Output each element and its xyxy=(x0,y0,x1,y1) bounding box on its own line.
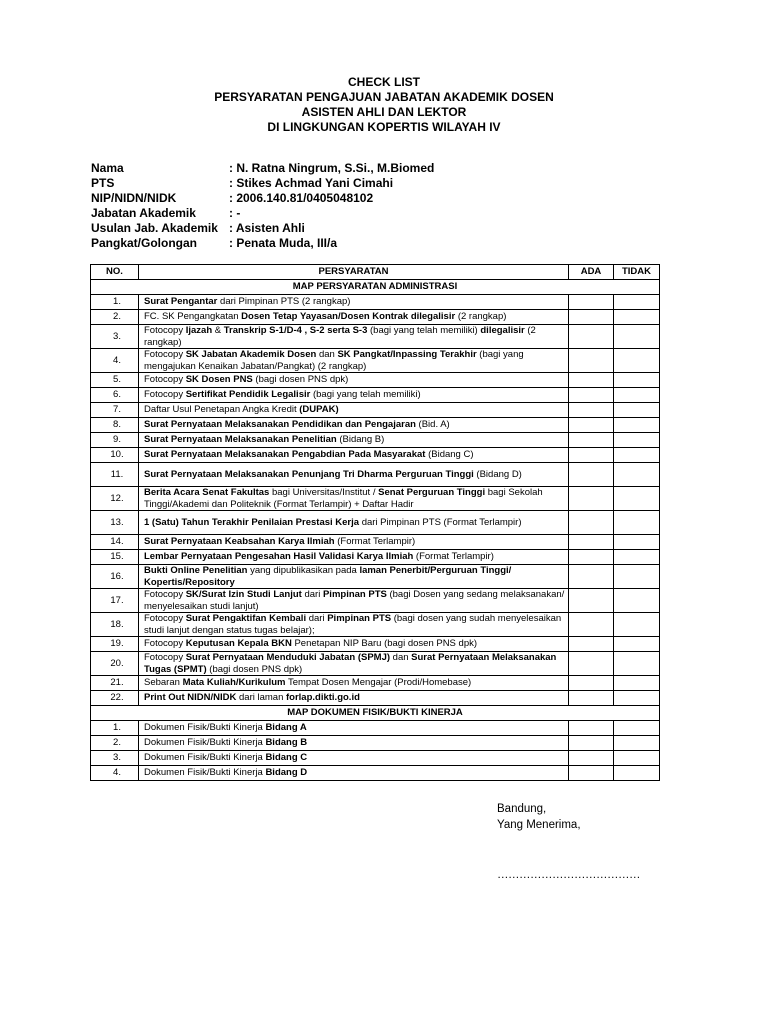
requirement-text xyxy=(139,349,569,373)
row-number: 11. xyxy=(91,463,139,487)
info-label: NIP/NIDN/NIDK xyxy=(91,191,177,205)
tidak-checkbox-cell[interactable] xyxy=(614,373,660,388)
requirement-text-part: Surat Pernyataan Melaksanakan Pendidikan dan Pengajaran xyxy=(144,419,416,431)
requirement-text-part: dari xyxy=(306,613,328,624)
requirement-text-part: Pimpinan PTS xyxy=(322,589,387,600)
row-number: 15. xyxy=(91,550,139,565)
row-number: 7. xyxy=(91,403,139,418)
tidak-checkbox-cell[interactable] xyxy=(614,589,660,613)
requirement-text xyxy=(139,388,569,403)
signature-receiver: Yang Menerima, xyxy=(497,819,581,831)
row-number: 1. xyxy=(91,295,139,310)
table-row xyxy=(91,388,660,403)
requirement-text xyxy=(139,373,569,388)
requirement-text-part: dari xyxy=(301,589,323,600)
tidak-checkbox-cell[interactable] xyxy=(614,751,660,766)
ada-checkbox-cell[interactable] xyxy=(569,325,614,349)
requirement-text-part: Transkrip S-1/D-4 , S-2 serta S-3 xyxy=(223,325,368,336)
requirement-text xyxy=(139,403,569,418)
info-label: Pangkat/Golongan xyxy=(91,236,198,250)
requirement-text xyxy=(139,511,569,535)
tidak-checkbox-cell[interactable] xyxy=(614,550,660,565)
signature-block xyxy=(497,801,581,833)
table-row xyxy=(91,535,660,550)
requirement-text-part: Fotocopy xyxy=(144,374,186,386)
tidak-checkbox-cell[interactable] xyxy=(614,295,660,310)
requirement-text-part: bagi Sekolah Tinggi/Akademi dan Politeknik (Format Terlampir) + Daftar Hadir xyxy=(144,487,543,510)
requirement-text-part: Fotocopy xyxy=(144,589,186,600)
ada-checkbox-cell[interactable] xyxy=(569,613,614,637)
row-number: 19. xyxy=(91,637,139,652)
requirement-text-part: Fotocopy xyxy=(144,652,186,663)
table-row xyxy=(91,736,660,751)
info-row xyxy=(91,176,434,191)
requirement-text-part: (Bidang C) xyxy=(425,449,474,461)
table-row xyxy=(91,418,660,433)
requirement-text-part: Dokumen Fisik/Bukti Kinerja xyxy=(144,737,266,749)
requirement-text xyxy=(139,721,569,736)
requirement-text xyxy=(139,613,569,637)
requirement-text-part: Surat Pengaktifan Kembali xyxy=(185,613,307,624)
requirement-text-part: Dosen Tetap Yayasan/Dosen Kontrak dilegalisir xyxy=(241,311,456,323)
row-number: 13. xyxy=(91,511,139,535)
requirement-text-part: (bagi dosen PNS dpk) xyxy=(206,663,303,675)
requirement-text xyxy=(139,487,569,511)
tidak-checkbox-cell[interactable] xyxy=(614,652,660,676)
requirement-text-part: Dokumen Fisik/Bukti Kinerja xyxy=(144,752,266,764)
requirement-text-part: dari Pimpinan PTS (Format Terlampir) xyxy=(359,516,522,528)
requirement-text-part: (Format Terlampir) xyxy=(413,551,494,563)
ada-checkbox-cell[interactable] xyxy=(569,535,614,550)
requirement-text xyxy=(139,652,569,676)
tidak-checkbox-cell[interactable] xyxy=(614,613,660,637)
tidak-checkbox-cell[interactable] xyxy=(614,691,660,706)
requirement-text-part: (bagi yang telah memiliki) xyxy=(367,325,481,336)
ada-checkbox-cell[interactable] xyxy=(569,652,614,676)
requirement-text-part: Print Out NIDN/NIDK xyxy=(144,692,237,704)
requirement-text-part: yang dipublikasikan pada xyxy=(247,565,360,576)
section-header-row xyxy=(91,706,660,721)
requirement-text-part: (bagi Dosen yang sedang melaksanakan/ menyelesaikan studi lanjut) xyxy=(144,589,565,612)
requirement-text-part: Tempat Dosen Mengajar (Prodi/Homebase) xyxy=(285,677,472,689)
requirement-text-part: SK Dosen PNS xyxy=(185,374,253,386)
tidak-checkbox-cell[interactable] xyxy=(614,403,660,418)
info-label: PTS xyxy=(91,176,115,190)
requirement-text-part: Bukti Online Penelitian xyxy=(144,565,248,576)
ada-checkbox-cell[interactable] xyxy=(569,721,614,736)
requirement-text-part: (2 rangkap) xyxy=(144,325,536,348)
info-value: : Stikes Achmad Yani Cimahi xyxy=(229,176,394,190)
ada-checkbox-cell[interactable] xyxy=(569,388,614,403)
tidak-checkbox-cell[interactable] xyxy=(614,388,660,403)
requirement-text-part: (Format Terlampir) xyxy=(334,536,416,548)
requirement-text xyxy=(139,637,569,652)
requirement-text-part: SK Pangkat/Inpassing Terakhir xyxy=(337,349,477,360)
row-number: 21. xyxy=(91,676,139,691)
table-row xyxy=(91,325,660,349)
title-line: DI LINGKUNGAN KOPERTIS WILAYAH IV xyxy=(267,120,501,134)
table-row xyxy=(91,691,660,706)
table-row xyxy=(91,349,660,373)
info-row xyxy=(91,236,434,251)
requirement-text-part: Lembar Pernyataan Pengesahan Hasil Validasi Karya Ilmiah xyxy=(144,551,414,563)
requirement-text xyxy=(139,691,569,706)
table-row xyxy=(91,565,660,589)
requirement-text xyxy=(139,589,569,613)
table-header-row xyxy=(91,265,660,280)
info-value: : - xyxy=(229,206,241,220)
section-title: MAP PERSYARATAN ADMINISTRASI xyxy=(91,280,660,295)
header-requirement: PERSYARATAN xyxy=(139,265,569,280)
table-row xyxy=(91,676,660,691)
requirement-text-part: (bagi yang telah memiliki) xyxy=(310,389,421,401)
requirement-text-part: Fotocopy xyxy=(144,638,186,650)
table-row xyxy=(91,721,660,736)
table-row xyxy=(91,463,660,487)
requirement-text xyxy=(139,535,569,550)
requirement-text-part: Bidang A xyxy=(265,722,307,734)
info-value: : Penata Muda, III/a xyxy=(229,236,338,250)
ada-checkbox-cell[interactable] xyxy=(569,418,614,433)
requirement-text-part: Penetapan NIP Baru (bagi dosen PNS dpk) xyxy=(291,638,478,650)
ada-checkbox-cell[interactable] xyxy=(569,511,614,535)
tidak-checkbox-cell[interactable] xyxy=(614,310,660,325)
table-row xyxy=(91,511,660,535)
requirement-text-part: (DUPAK) xyxy=(299,404,339,416)
info-row xyxy=(91,161,434,176)
requirement-text-part: Surat Pernyataan Melaksanakan Penunjang Tri Dharma Perguruan Tinggi xyxy=(144,468,474,480)
requirement-text-part: forlap.dikti.go.id xyxy=(286,692,360,704)
ada-checkbox-cell[interactable] xyxy=(569,433,614,448)
row-number: 1. xyxy=(91,721,139,736)
requirement-text xyxy=(139,676,569,691)
tidak-checkbox-cell[interactable] xyxy=(614,721,660,736)
info-row xyxy=(91,206,434,221)
header-tidak: TIDAK xyxy=(614,265,660,280)
tidak-checkbox-cell[interactable] xyxy=(614,766,660,781)
requirement-text-part: Surat Pengantar xyxy=(144,296,218,308)
table-row xyxy=(91,373,660,388)
row-number: 5. xyxy=(91,373,139,388)
title-line: ASISTEN AHLI DAN LEKTOR xyxy=(301,105,467,119)
requirement-text-part: Bidang B xyxy=(265,737,308,749)
requirement-text-part: Mata Kuliah/Kurikulum xyxy=(182,677,286,689)
requirement-text-part: Fotocopy xyxy=(144,613,186,624)
requirement-text-part: dari Pimpinan PTS (2 rangkap) xyxy=(217,296,351,308)
ada-checkbox-cell[interactable] xyxy=(569,373,614,388)
requirement-text-part: Sertifikat Pendidik Legalisir xyxy=(185,389,311,401)
requirement-text xyxy=(139,418,569,433)
row-number: 4. xyxy=(91,766,139,781)
requirement-text-part: (Bidang B) xyxy=(336,434,385,446)
tidak-checkbox-cell[interactable] xyxy=(614,418,660,433)
ada-checkbox-cell[interactable] xyxy=(569,751,614,766)
info-value: : N. Ratna Ningrum, S.Si., M.Biomed xyxy=(229,161,435,175)
requirement-text-part: (Bidang D) xyxy=(473,468,522,480)
ada-checkbox-cell[interactable] xyxy=(569,766,614,781)
requirement-text xyxy=(139,736,569,751)
requirement-text-part: (bagi yang mengajukan Kenaikan Jabatan/Pangkat) (2 rangkap) xyxy=(144,349,524,372)
info-row xyxy=(91,191,434,206)
tidak-checkbox-cell[interactable] xyxy=(614,325,660,349)
section-header-row xyxy=(91,280,660,295)
requirement-text-part: SK/Surat Izin Studi Lanjut xyxy=(185,589,302,600)
row-number: 14. xyxy=(91,535,139,550)
row-number: 2. xyxy=(91,310,139,325)
document-title xyxy=(0,75,768,135)
requirement-text-part: dan xyxy=(390,652,412,663)
info-label: Usulan Jab. Akademik xyxy=(91,221,218,235)
signature-line: ………………………………… xyxy=(497,869,640,881)
ada-checkbox-cell[interactable] xyxy=(569,637,614,652)
requirement-text xyxy=(139,448,569,463)
ada-checkbox-cell[interactable] xyxy=(569,676,614,691)
ada-checkbox-cell[interactable] xyxy=(569,403,614,418)
ada-checkbox-cell[interactable] xyxy=(569,448,614,463)
applicant-info xyxy=(91,161,434,251)
ada-checkbox-cell[interactable] xyxy=(569,736,614,751)
requirement-text xyxy=(139,751,569,766)
table-row xyxy=(91,613,660,637)
requirement-text xyxy=(139,565,569,589)
row-number: 16. xyxy=(91,565,139,589)
requirement-text-part: Senat Perguruan Tinggi xyxy=(378,487,486,498)
table-row xyxy=(91,751,660,766)
tidak-checkbox-cell[interactable] xyxy=(614,736,660,751)
tidak-checkbox-cell[interactable] xyxy=(614,433,660,448)
signature-city: Bandung, xyxy=(497,803,547,815)
requirement-text-part: FC. SK Pengangkatan xyxy=(144,311,242,323)
row-number: 10. xyxy=(91,448,139,463)
requirement-text-part: bagi Universitas/Institut / xyxy=(269,487,379,498)
tidak-checkbox-cell[interactable] xyxy=(614,637,660,652)
requirement-text-part: dilegalisir xyxy=(480,325,525,336)
ada-checkbox-cell[interactable] xyxy=(569,550,614,565)
info-value: : Asisten Ahli xyxy=(229,221,305,235)
requirement-text-part: Ijazah xyxy=(185,325,213,336)
info-value: : 2006.140.81/0405048102 xyxy=(229,191,374,205)
header-ada: ADA xyxy=(569,265,614,280)
requirement-text xyxy=(139,325,569,349)
info-label: Jabatan Akademik xyxy=(91,206,196,220)
requirement-text-part: dari laman xyxy=(236,692,286,704)
section-title: MAP DOKUMEN FISIK/BUKTI KINERJA xyxy=(91,706,660,721)
table-row xyxy=(91,637,660,652)
requirement-text-part: Fotocopy xyxy=(144,389,186,401)
requirement-text-part: Dokumen Fisik/Bukti Kinerja xyxy=(144,767,266,779)
requirement-text-part: Fotocopy xyxy=(144,325,186,336)
requirement-text-part: (bagi dosen PNS dpk) xyxy=(252,374,349,386)
table-row xyxy=(91,310,660,325)
ada-checkbox-cell[interactable] xyxy=(569,349,614,373)
requirement-text xyxy=(139,295,569,310)
info-row xyxy=(91,221,434,236)
tidak-checkbox-cell[interactable] xyxy=(614,535,660,550)
requirement-text-part: Bidang C xyxy=(265,752,308,764)
table-row xyxy=(91,550,660,565)
title-line: PERSYARATAN PENGAJUAN JABATAN AKADEMIK DOSEN xyxy=(214,90,554,104)
table-row xyxy=(91,295,660,310)
table-row xyxy=(91,433,660,448)
requirement-text xyxy=(139,310,569,325)
requirement-text-part: Surat Pernyataan Menduduki Jabatan (SPMJ) xyxy=(185,652,391,663)
tidak-checkbox-cell[interactable] xyxy=(614,565,660,589)
table-row xyxy=(91,448,660,463)
row-number: 3. xyxy=(91,751,139,766)
requirement-text-part: Sebaran xyxy=(144,677,183,689)
row-number: 17. xyxy=(91,589,139,613)
tidak-checkbox-cell[interactable] xyxy=(614,463,660,487)
row-number: 18. xyxy=(91,613,139,637)
tidak-checkbox-cell[interactable] xyxy=(614,448,660,463)
requirement-text-part: dan xyxy=(316,349,338,360)
row-number: 22. xyxy=(91,691,139,706)
requirement-text-part: Dokumen Fisik/Bukti Kinerja xyxy=(144,722,266,734)
ada-checkbox-cell[interactable] xyxy=(569,487,614,511)
requirement-text xyxy=(139,766,569,781)
requirement-text-part: Daftar Usul Penetapan Angka Kredit xyxy=(144,404,300,416)
ada-checkbox-cell[interactable] xyxy=(569,589,614,613)
ada-checkbox-cell[interactable] xyxy=(569,295,614,310)
requirement-text-part: Pimpinan PTS xyxy=(327,613,392,624)
requirement-text xyxy=(139,550,569,565)
table-body xyxy=(91,280,660,781)
row-number: 2. xyxy=(91,736,139,751)
row-number: 8. xyxy=(91,418,139,433)
requirements-table xyxy=(90,264,660,781)
requirement-text-part: Fotocopy xyxy=(144,349,186,360)
row-number: 20. xyxy=(91,652,139,676)
requirement-text-part: (Bid. A) xyxy=(415,419,450,431)
row-number: 6. xyxy=(91,388,139,403)
requirement-text-part: Surat Pernyataan Keabsahan Karya Ilmiah xyxy=(144,536,335,548)
ada-checkbox-cell[interactable] xyxy=(569,463,614,487)
ada-checkbox-cell[interactable] xyxy=(569,310,614,325)
ada-checkbox-cell[interactable] xyxy=(569,691,614,706)
header-no: NO. xyxy=(91,265,139,280)
tidak-checkbox-cell[interactable] xyxy=(614,511,660,535)
requirement-text-part: (bagi dosen yang sudah menyelesaikan studi lanjut dengan status tugas belajar); xyxy=(144,613,562,636)
tidak-checkbox-cell[interactable] xyxy=(614,349,660,373)
requirement-text-part: (2 rangkap) xyxy=(455,311,507,323)
row-number: 12. xyxy=(91,487,139,511)
info-label: Nama xyxy=(91,161,124,175)
table-row xyxy=(91,652,660,676)
requirement-text xyxy=(139,433,569,448)
ada-checkbox-cell[interactable] xyxy=(569,565,614,589)
requirement-text-part: 1 (Satu) Tahun Terakhir Penilaian Prestasi Kerja xyxy=(144,516,360,528)
requirement-text-part: SK Jabatan Akademik Dosen xyxy=(185,349,317,360)
title-line: CHECK LIST xyxy=(348,75,420,89)
requirement-text-part: laman Penerbit/Perguruan Tinggi/ Kopertis/Repository xyxy=(144,565,512,588)
table-row xyxy=(91,487,660,511)
tidak-checkbox-cell[interactable] xyxy=(614,676,660,691)
requirement-text-part: & xyxy=(212,325,224,336)
requirement-text-part: Surat Pernyataan Melaksanakan Pengabdian Pada Masyarakat xyxy=(144,449,426,461)
row-number: 9. xyxy=(91,433,139,448)
table-row xyxy=(91,766,660,781)
requirement-text-part: Surat Pernyataan Melaksanakan Penelitian xyxy=(144,434,337,446)
requirement-text-part: Surat Pernyataan Melaksanakan Tugas (SPMT) xyxy=(144,652,557,675)
table-row xyxy=(91,589,660,613)
row-number: 3. xyxy=(91,325,139,349)
requirement-text xyxy=(139,463,569,487)
row-number: 4. xyxy=(91,349,139,373)
tidak-checkbox-cell[interactable] xyxy=(614,487,660,511)
requirement-text-part: Keputusan Kepala BKN xyxy=(185,638,292,650)
requirement-text-part: Berita Acara Senat Fakultas xyxy=(144,487,270,498)
table-row xyxy=(91,403,660,418)
requirement-text-part: Bidang D xyxy=(265,767,308,779)
